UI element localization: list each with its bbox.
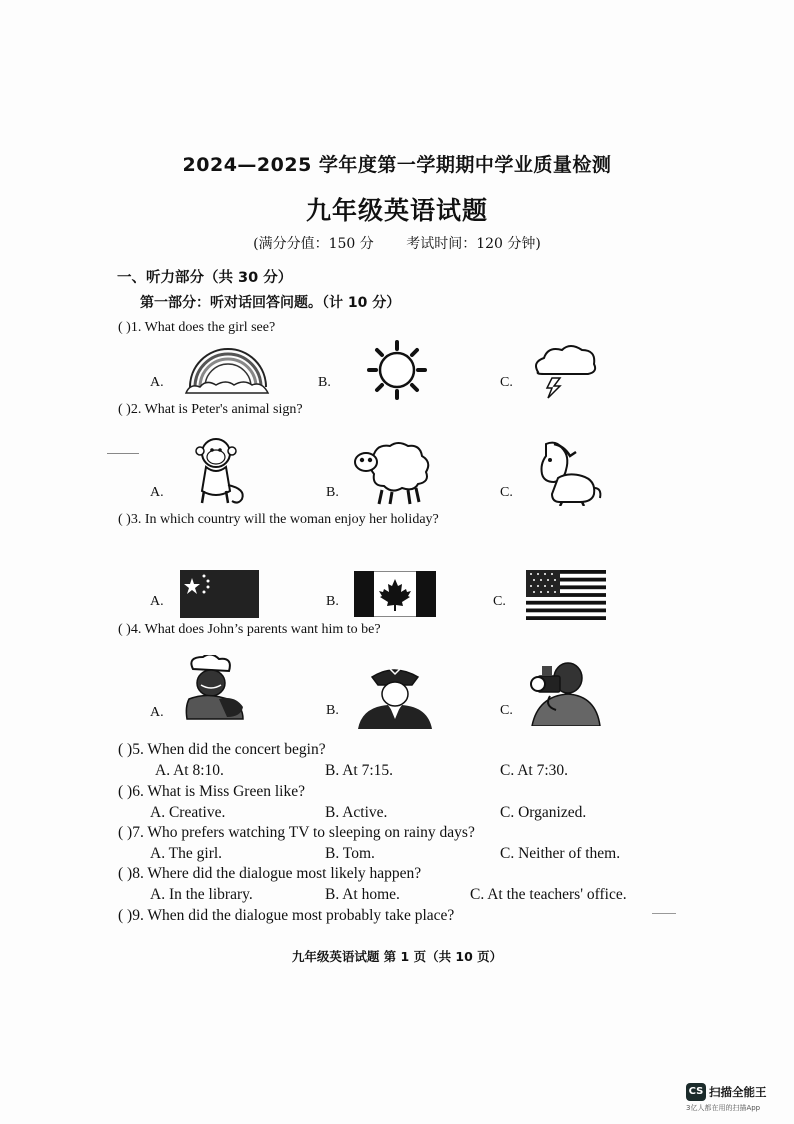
q2-option-a: A.: [150, 485, 164, 500]
q2-option-b: B.: [326, 485, 339, 500]
q2-option-c: C.: [500, 485, 513, 500]
question-8: ( )8. Where did the dialogue most likely happen?: [118, 865, 422, 882]
officer-icon: [356, 663, 434, 729]
exam-title: 2024—2025 学年度第一学期期中学业质量检测: [182, 154, 612, 176]
page-footer: 九年级英语试题 第 1 页（共 10 页）: [291, 949, 503, 964]
scanner-tagline: 3亿人都在用的扫描App: [686, 1104, 761, 1113]
question-9: ( )9. When did the dialogue most probably take place?: [118, 907, 455, 924]
question-6: ( )6. What is Miss Green like?: [118, 783, 305, 800]
question-1: ( )1. What does the girl see?: [118, 320, 276, 335]
monkey-icon: [192, 435, 252, 507]
q3-option-a: A.: [150, 594, 164, 609]
part1-title: 第一部分：听对话回答问题。（计 10 分）: [140, 295, 401, 311]
full-score: (满分分值：150 分: [253, 236, 374, 252]
sun-icon: [362, 340, 432, 400]
q3-option-b: B.: [326, 594, 339, 609]
cameraman-icon: [522, 660, 602, 726]
q8-option-a: A. In the library.: [150, 886, 253, 903]
q6-option-b: B. Active.: [325, 804, 388, 821]
q8-option-b: B. At home.: [325, 886, 400, 903]
exam-meta: [0, 233, 794, 253]
q7-option-c: C. Neither of them.: [500, 845, 621, 862]
q8-option-c: C. At the teachers' office.: [470, 886, 627, 903]
sheep-icon: [352, 440, 436, 506]
scanner-name: 扫描全能王: [709, 1085, 767, 1100]
scan-mark: [107, 453, 139, 454]
question-2: ( )2. What is Peter's animal sign?: [118, 402, 303, 417]
q5-option-b: B. At 7:15.: [325, 762, 394, 779]
scanner-logo-badge: CS: [686, 1083, 706, 1101]
rainbow-icon: [184, 345, 272, 397]
exam-subject-title: 九年级英语试题: [305, 196, 488, 225]
horse-icon: [532, 438, 604, 506]
canada-flag-icon: [354, 571, 436, 617]
q1-option-a: A.: [150, 375, 164, 390]
question-4: ( )4. What does John’s parents want him to be?: [118, 622, 381, 637]
cook-icon: [183, 655, 249, 725]
section-title-listening: 一、听力部分（共 30 分）: [117, 270, 293, 286]
question-3: ( )3. In which country will the woman enjoy her holiday?: [118, 512, 439, 527]
q5-option-c: C. At 7:30.: [500, 762, 569, 779]
q4-option-b: B.: [326, 703, 339, 718]
china-flag-icon: [180, 570, 259, 618]
usa-flag-icon: [526, 570, 606, 620]
q7-option-b: B. Tom.: [325, 845, 375, 862]
q7-option-a: A. The girl.: [150, 845, 223, 862]
scan-mark: [652, 913, 676, 914]
exam-time: 考试时间：120 分钟): [406, 236, 541, 252]
q1-option-c: C.: [500, 375, 513, 390]
question-7: ( )7. Who prefers watching TV to sleeping on rainy days?: [118, 824, 475, 841]
q3-option-c: C.: [493, 594, 506, 609]
q4-option-c: C.: [500, 703, 513, 718]
q4-option-a: A.: [150, 705, 164, 720]
q6-option-c: C. Organized.: [500, 804, 587, 821]
question-5: ( )5. When did the concert begin?: [118, 741, 326, 758]
q1-option-b: B.: [318, 375, 331, 390]
q5-option-a: A. At 8:10.: [155, 762, 224, 779]
q6-option-a: A. Creative.: [150, 804, 226, 821]
scanner-watermark: [686, 1083, 786, 1113]
storm-cloud-icon: [530, 344, 602, 400]
